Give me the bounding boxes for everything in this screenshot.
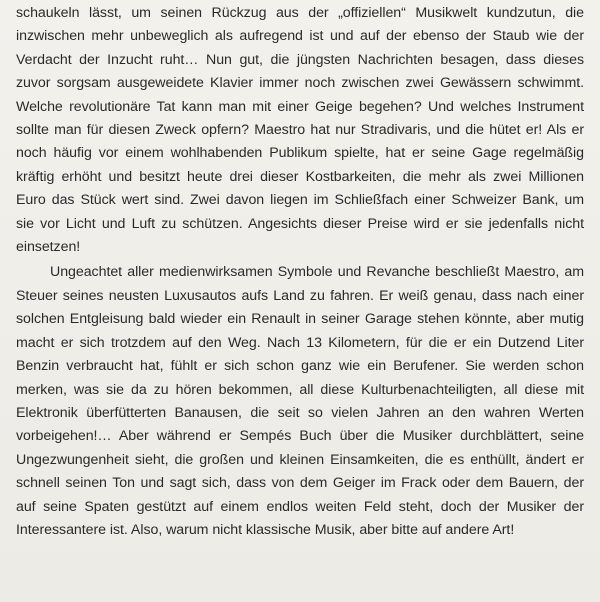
paragraph-2: [16, 261, 584, 542]
text-line: schaukeln lässt, um seinen Rückzug aus der „offiziellen“ Musikwelt kundzutun, die: [16, 5, 584, 21]
text-line: auf seine Spaten gestützt auf einem endlos weiten Feld steht, doch der Musiker der: [16, 498, 584, 515]
text-line: noch häufig vor einem wohlhabenden Publikum spielte, hat er seine Gage regelmäßig: [16, 145, 584, 162]
text-line: Welche revolutionäre Tat kann man mit einer Geige begehen? Und welches Instrument: [16, 98, 584, 115]
text-line: vorbeigehen!… Aber während er Sempés Buch über die Musiker durchblättert, seine: [16, 428, 584, 445]
text-line: sollte man für diesen Zweck opfern? Maestro hat nur Stradivaris, und die hütet er! Als er: [16, 122, 584, 139]
text-line: Elektronik überfütterten Banausen, die seit so vielen Jahren an den wahren Werten: [16, 404, 584, 421]
text-line: Ungeachtet aller medienwirksamen Symbole und Revanche beschließt Maestro, am: [50, 264, 584, 281]
text-line: zuvor sorgsam ausgeweidete Klavier immer noch zwischen zwei Gewässern schwimmt.: [16, 75, 584, 92]
text-line: kräftig erhöht und besitzt heute drei dieser Kostbarkeiten, die mehr als zwei Millionen: [16, 168, 584, 185]
text-line: Ungezwungenheit sieht, die großen und kleinen Einsamkeiten, die es enthüllt, ändert er: [16, 451, 584, 468]
text-line: Benzin verbraucht hat, fühlt er sich schon ganz wie ein Berufener. Sie werden schon: [16, 358, 584, 375]
text-line: inzwischen mehr unbeweglich als aufregend ist und auf der ebenso der Staub wie der: [16, 28, 584, 45]
text-line: einsetzen!: [16, 239, 81, 256]
text-line: Verdacht der Inzucht ruht… Nun gut, die jüngsten Nachrichten besagen, dass dieses: [16, 51, 584, 68]
text-line: merken, was sie da zu hören bekommen, all diese Kulturbenachteiligten, all diese mit: [16, 381, 584, 398]
text-line: sie vor Licht und Luft zu schützen. Angesichts dieser Preise wird er sie jedenfalls nicht: [16, 215, 584, 232]
paragraph-1: [16, 2, 584, 259]
text-line: macht er sich trotzdem auf den Weg. Nach 13 Kilometern, für die er ein Dutzend Liter: [16, 334, 584, 351]
body-text: [16, 2, 584, 542]
text-line: Interessantere ist. Also, warum nicht klassische Musik, aber bitte auf andere Art!: [16, 521, 515, 538]
text-line: Steuer seines neusten Luxusautos aufs Land zu fahren. Er weiß genau, dass nach einer: [16, 287, 584, 304]
text-line: solchen Entgleisung bald wieder ein Renault in seiner Garage stehen könnte, aber mutig: [16, 311, 584, 328]
text-line: schnell seinen Ton und sagt sich, dass von dem Geiger im Frack oder dem Bauern, der: [16, 475, 584, 492]
text-line: Euro das Stück wert sind. Zwei davon liegen im Schließfach einer Schweizer Bank, um: [16, 192, 584, 209]
